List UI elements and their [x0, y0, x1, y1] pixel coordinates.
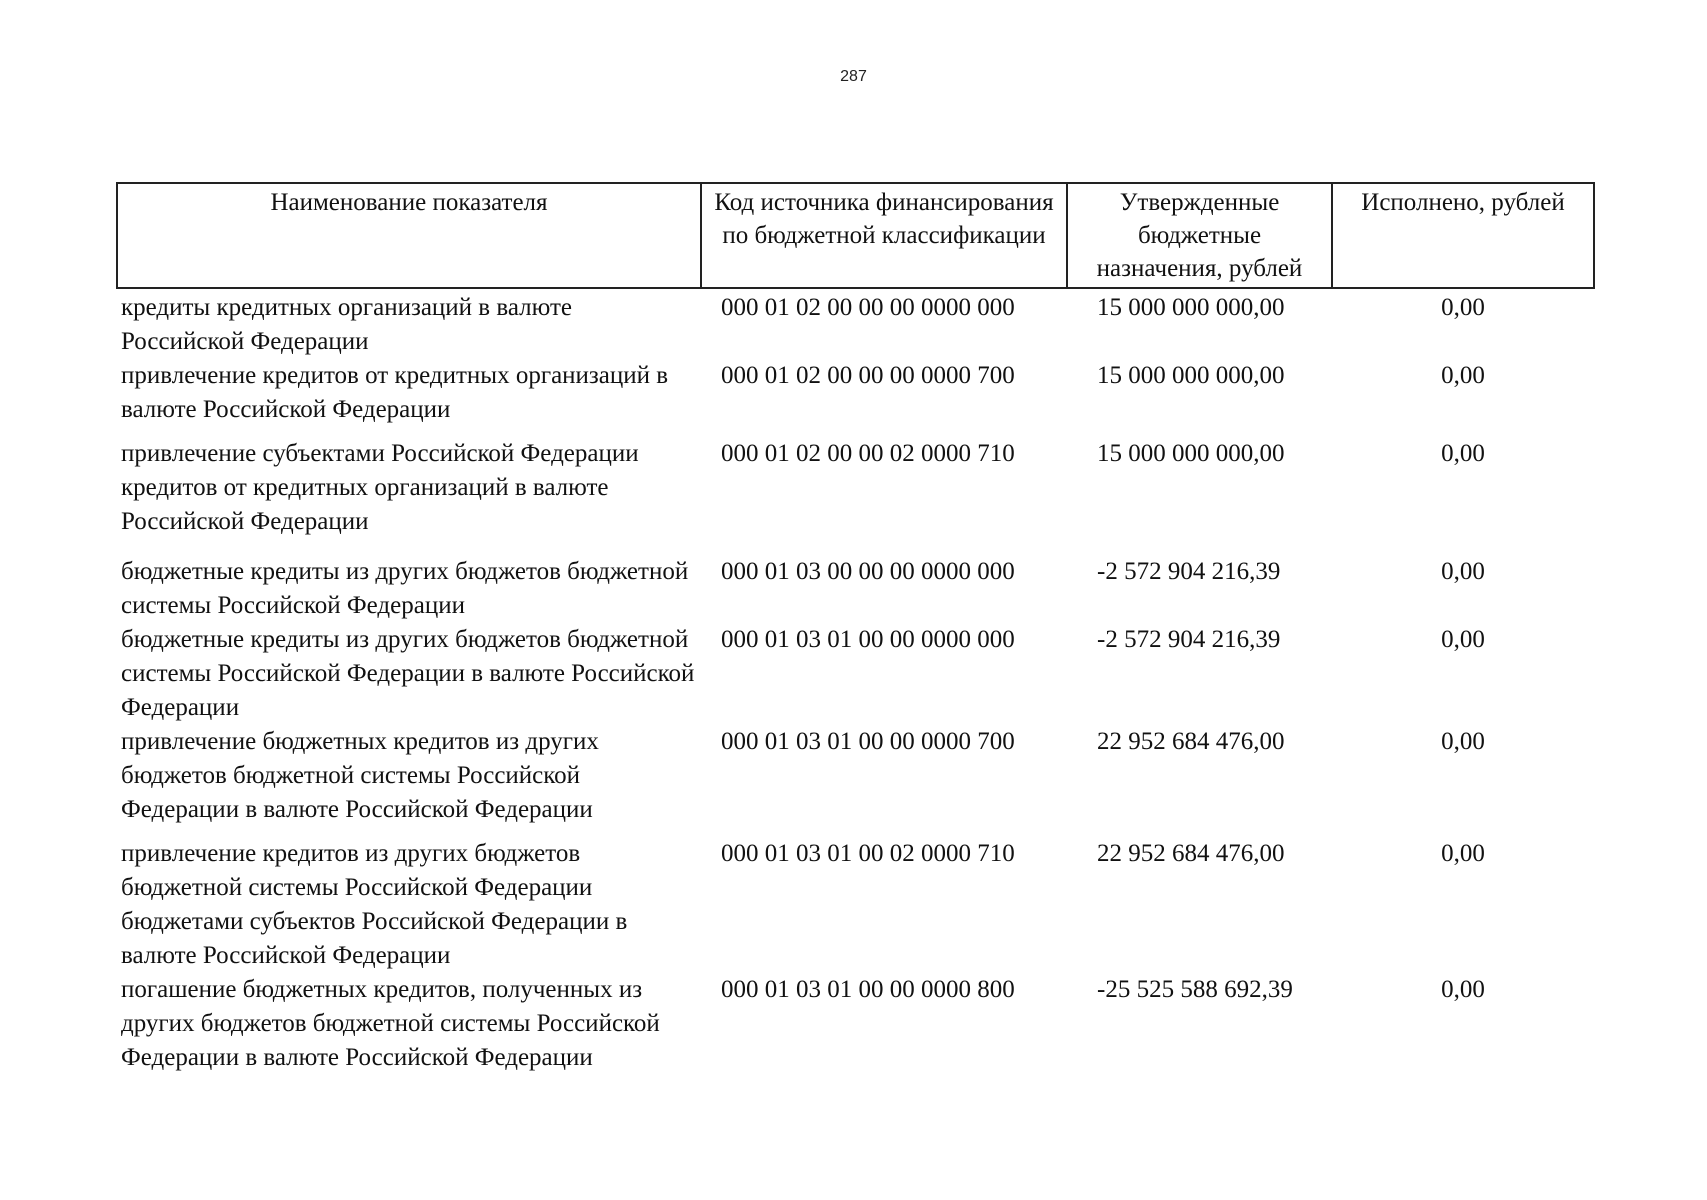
row-code: 000 01 03 01 00 00 0000 800: [721, 976, 1015, 1003]
table-row: [117, 623, 1594, 725]
table-row: [117, 837, 1594, 973]
row-approved: -25 525 588 692,39: [1097, 976, 1293, 1003]
row-code: 000 01 02 00 00 02 0000 710: [721, 440, 1015, 467]
row-executed: 0,00: [1441, 976, 1485, 1003]
row-executed: 0,00: [1441, 728, 1485, 755]
row-code: 000 01 03 00 00 00 0000 000: [721, 558, 1015, 585]
page-number: 287: [840, 68, 867, 85]
row-executed: 0,00: [1441, 362, 1485, 389]
row-name: бюджетные кредиты из других бюджетов бюджетной системы Российской Федерации в валюте Российской Федерации: [121, 626, 695, 721]
table-row: [117, 973, 1594, 1075]
row-name: привлечение бюджетных кредитов из других бюджетов бюджетной системы Российской Федерации в валюте Российской Федерации: [121, 728, 599, 823]
table-row: [117, 288, 1594, 359]
row-executed: 0,00: [1441, 840, 1485, 867]
row-code: 000 01 03 01 00 00 0000 000: [721, 626, 1015, 653]
row-name: бюджетные кредиты из других бюджетов бюджетной системы Российской Федерации: [121, 558, 689, 619]
table-header-row: [117, 183, 1594, 288]
row-name: погашение бюджетных кредитов, полученных из других бюджетов бюджетной системы Российской Федерации в валюте Российской Федерации: [121, 976, 660, 1071]
row-approved: 15 000 000 000,00: [1097, 440, 1285, 467]
row-name: привлечение кредитов из других бюджетов бюджетной системы Российской Федерации бюджетами субъектов Российской Федерации в валюте Российской Федерации: [121, 840, 628, 969]
row-code: 000 01 02 00 00 00 0000 000: [721, 294, 1015, 321]
row-name: привлечение субъектами Российской Федерации кредитов от кредитных организаций в валюте Российской Федерации: [121, 440, 639, 535]
row-code: 000 01 02 00 00 00 0000 700: [721, 362, 1015, 389]
row-name: привлечение кредитов от кредитных организаций в валюте Российской Федерации: [121, 362, 669, 423]
budget-sources-table: [116, 182, 1595, 1075]
row-approved: -2 572 904 216,39: [1097, 558, 1281, 585]
row-approved: 22 952 684 476,00: [1097, 728, 1285, 755]
row-code: 000 01 03 01 00 00 0000 700: [721, 728, 1015, 755]
row-executed: 0,00: [1441, 626, 1485, 653]
row-executed: 0,00: [1441, 294, 1485, 321]
table-row: [117, 437, 1594, 555]
header-approved: Утвержденные бюджетные назначения, рублей: [1067, 183, 1332, 288]
header-executed: Исполнено, рублей: [1332, 183, 1594, 288]
table-row: [117, 555, 1594, 623]
row-executed: 0,00: [1441, 558, 1485, 585]
table-row: [117, 359, 1594, 437]
header-name: Наименование показателя: [117, 183, 701, 288]
row-name: кредиты кредитных организаций в валюте Российской Федерации: [121, 294, 573, 355]
row-approved: 15 000 000 000,00: [1097, 294, 1285, 321]
row-approved: 22 952 684 476,00: [1097, 840, 1285, 867]
row-code: 000 01 03 01 00 02 0000 710: [721, 840, 1015, 867]
table-row: [117, 725, 1594, 837]
header-code: Код источника финансирования по бюджетной классификации: [701, 183, 1067, 288]
row-approved: -2 572 904 216,39: [1097, 626, 1281, 653]
row-executed: 0,00: [1441, 440, 1485, 467]
row-approved: 15 000 000 000,00: [1097, 362, 1285, 389]
